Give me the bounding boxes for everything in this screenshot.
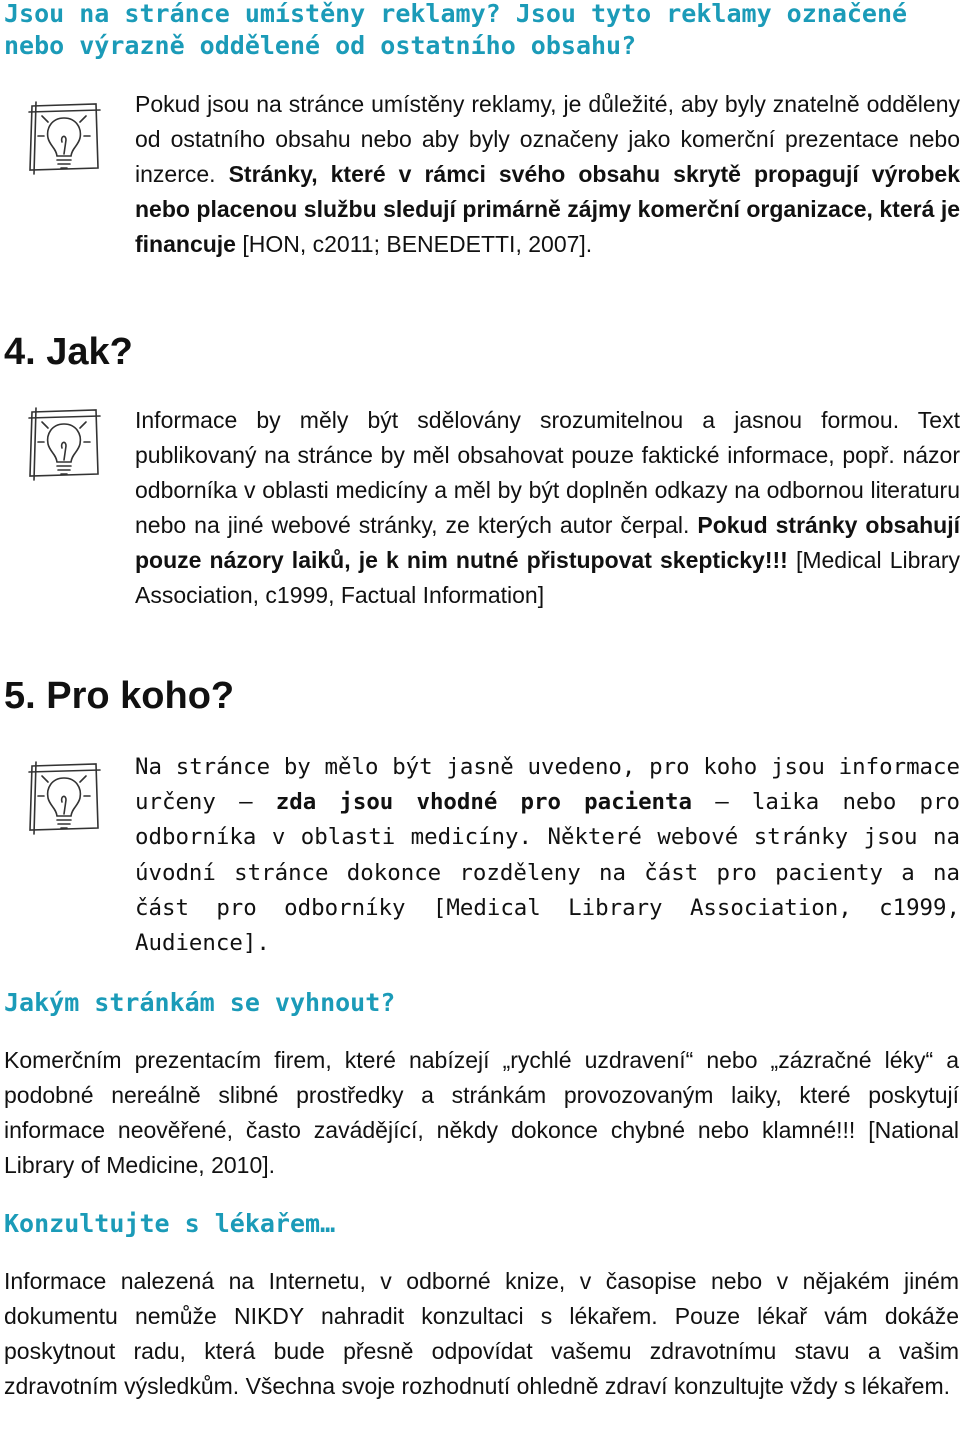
paragraph-how-text-2: [Medical Library Association, c1999, Factual Information] (135, 547, 960, 608)
section-heading-ads: Jsou na stránce umístěny reklamy? Jsou tyto reklamy označené nebo výrazně oddělené od ostatního obsahu? (4, 0, 908, 60)
paragraph-ads-text-1: Pokud jsou na stránce umístěny reklamy, je důležité, aby byly znatelně odděleny od ostatního obsahu nebo aby byly označeny jako komerční prezentace nebo inzerce. (135, 91, 960, 187)
section-heading-consult: Konzultujte s lékařem… (4, 1209, 336, 1238)
section-heading-for-whom: 5. Pro koho? (4, 675, 235, 717)
section-heading-how: 4. Jak? (4, 331, 133, 373)
paragraph-how-text-1: Informace by měly být sdělovány srozumitelnou a jasnou formou. Text publikovaný na stránce by měl obsahovat pouze faktické informace, popř. názor odborníka v oblasti medicíny a měl by být doplněn odkazy na odbornou literaturu nebo na jiné webové stránky, ze kterých autor čerpal. (135, 407, 960, 538)
paragraph-how (135, 403, 960, 613)
paragraph-for-whom-text-1: Na stránce by mělo být jasně uvedeno, pro koho jsou informace určeny – (135, 754, 960, 816)
paragraph-consult: Informace nalezená na Internetu, v odborné knize, v časopise nebo v nějakém jiném dokumentu nemůže NIKDY nahradit konzultaci s lékařem. Pouze lékař vám dokáže poskytnout radu, která bude přesně odpovídat vašemu zdravotnímu stavu a vašim zdravotním výsledkům. Všechna svoje rozhodnutí ohledně zdraví konzultujte vždy s lékařem. (4, 1268, 959, 1399)
section-heading-avoid: Jakým stránkám se vyhnout? (4, 988, 396, 1017)
paragraph-ads (135, 87, 960, 262)
lightbulb-icon (24, 404, 104, 484)
paragraph-for-whom (135, 750, 960, 961)
lightbulb-icon (24, 758, 104, 838)
paragraph-for-whom-bold: zda jsou vhodné pro pacienta (275, 789, 693, 816)
paragraph-avoid: Komerčním prezentacím firem, které nabízejí „rychlé uzdravení“ nebo „zázračné léky“ a podobné nereálně slibné prostředky a stránkám provozovaným laiky, které poskytují informace neověřené, často zavádějící, někdy dokonce chybné nebo klamné!!! [National Library of Medicine, 2010]. (4, 1047, 959, 1178)
paragraph-for-whom-text-2: – laika nebo pro odborníka v oblasti medicíny. Některé webové stránky jsou na úvodní stránce dokonce rozděleny na část pro pacienty a na část pro odborníky [Medical Library Association, c1999, Audience]. (135, 789, 960, 957)
lightbulb-icon (24, 98, 104, 178)
paragraph-ads-bold: Stránky, které v rámci svého obsahu skrytě propagují výrobek nebo placenou službu sledují primárně zájmy komerční organizace, která je financuje (135, 161, 960, 257)
paragraph-ads-text-2: [HON, c2011; BENEDETTI, 2007]. (235, 231, 593, 257)
paragraph-how-bold: Pokud stránky obsahují pouze názory laiků, je k nim nutné přistupovat skepticky!!! (135, 512, 960, 573)
